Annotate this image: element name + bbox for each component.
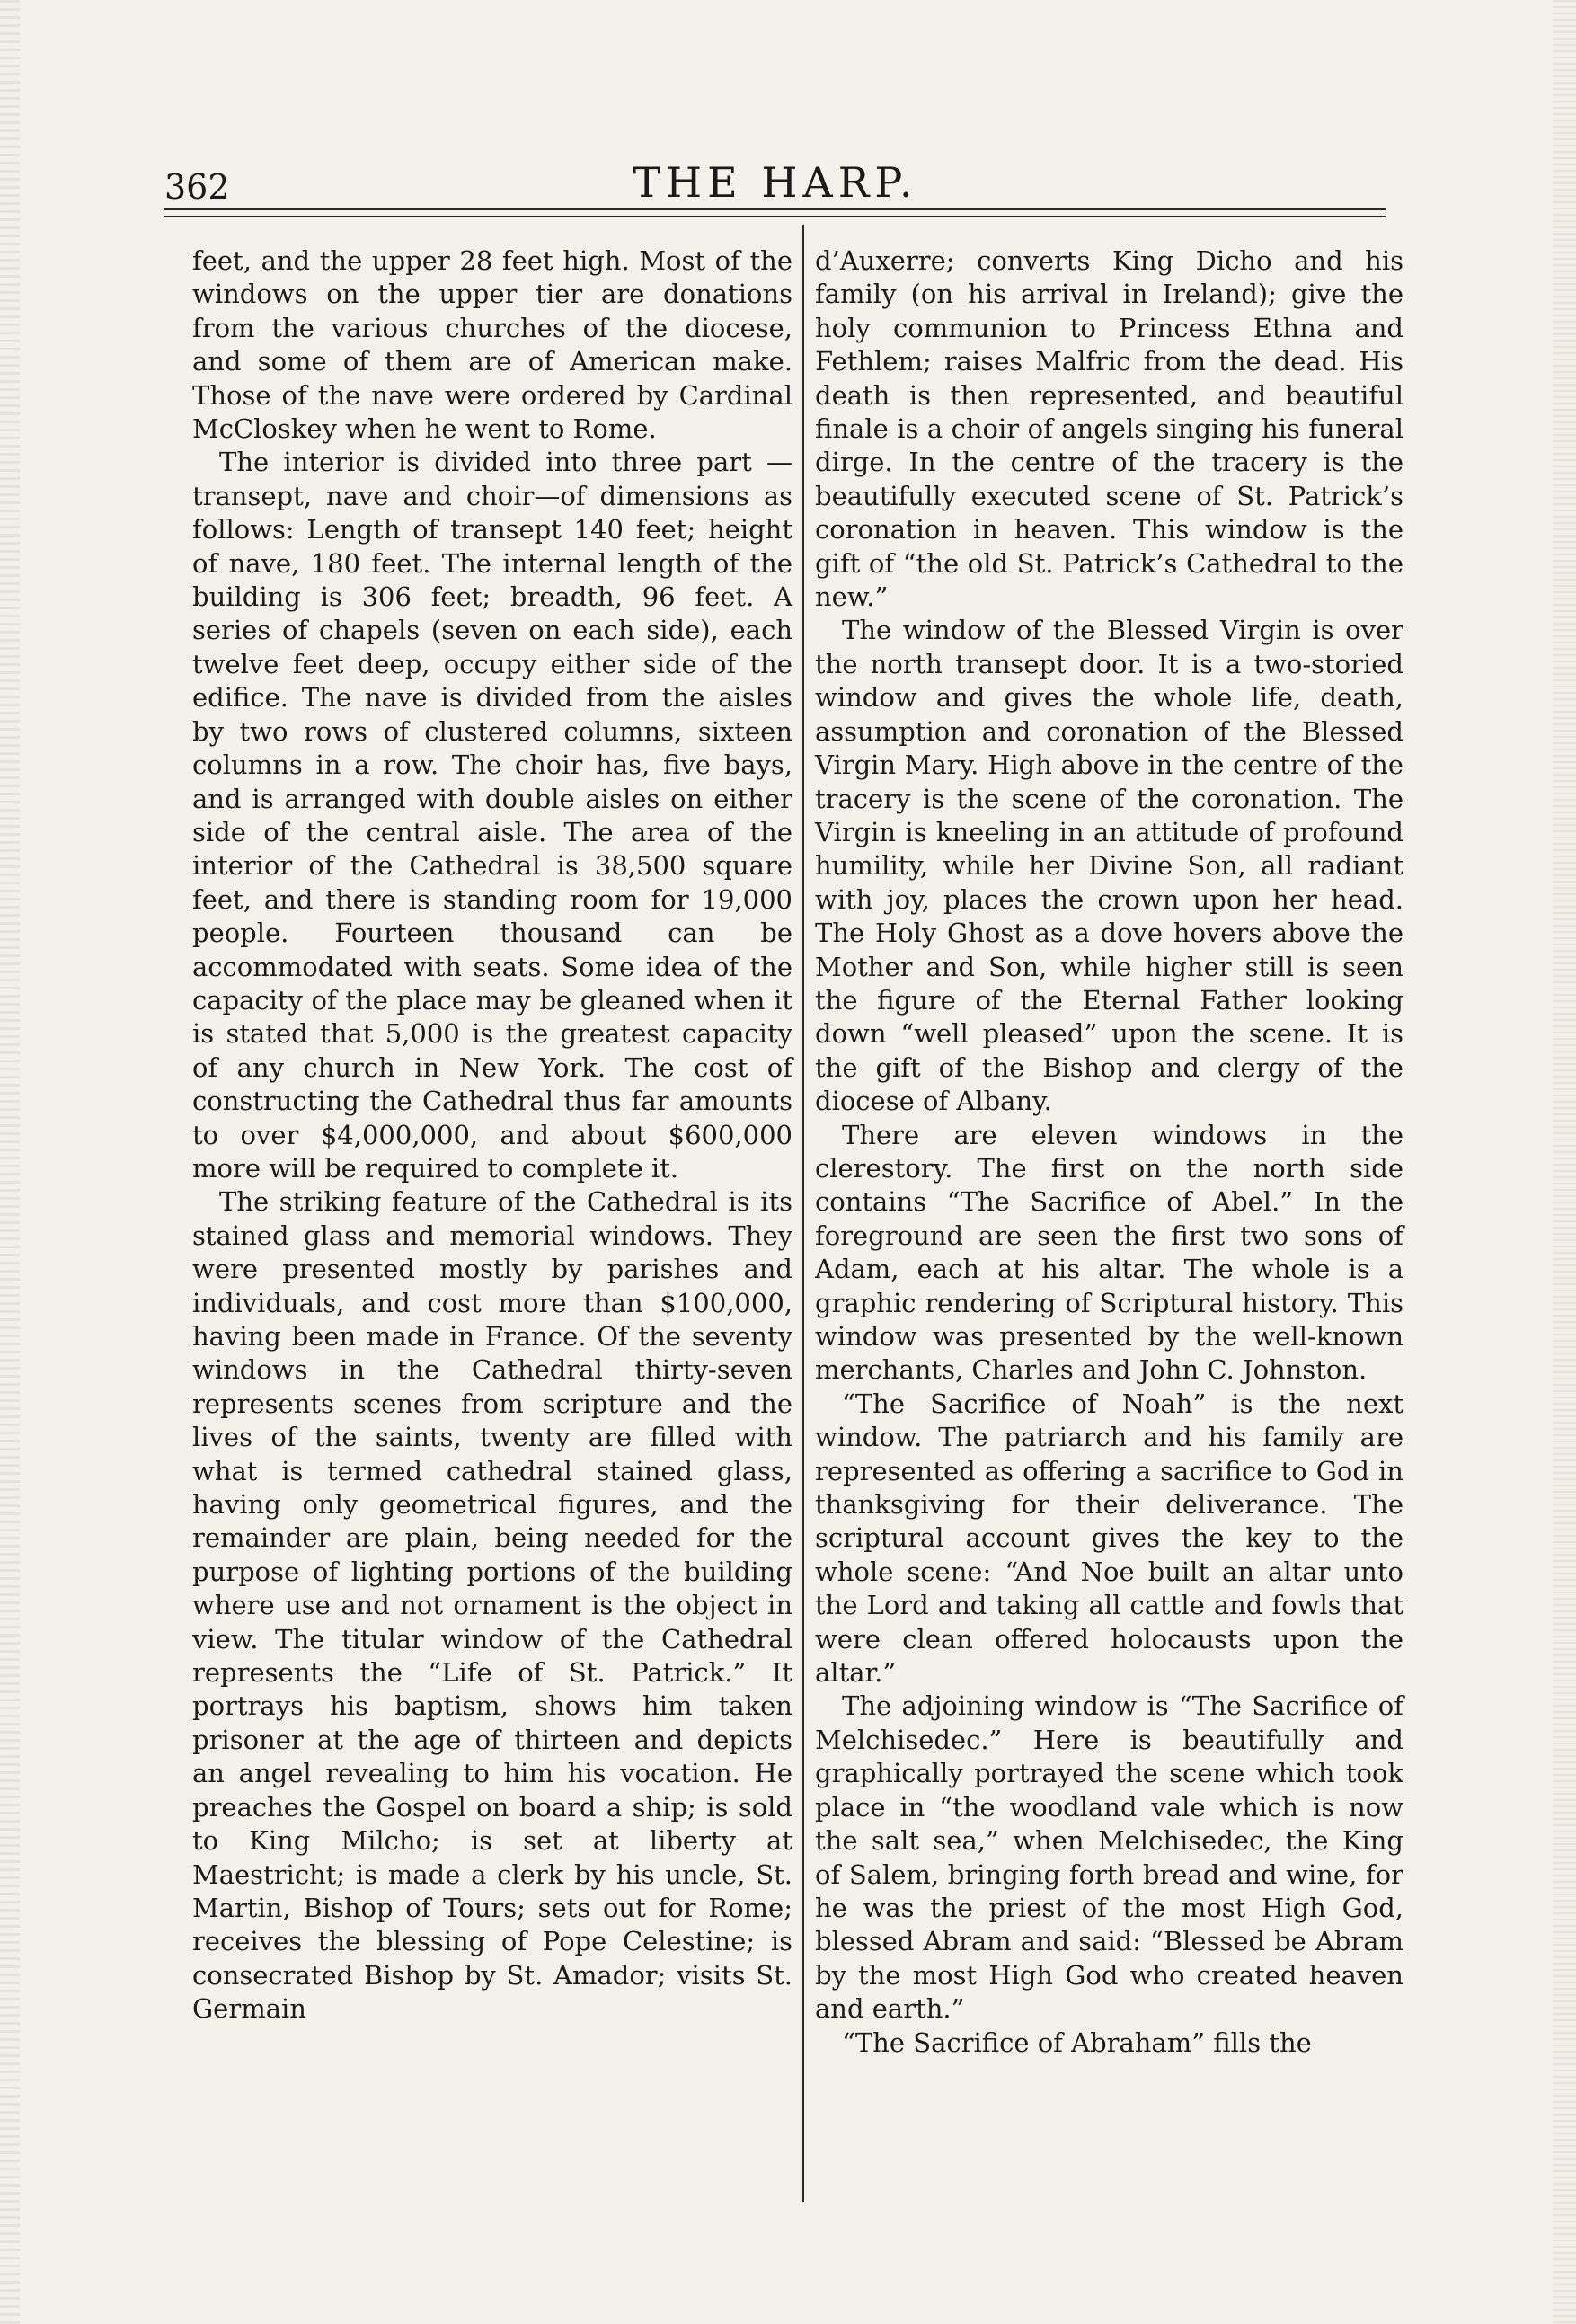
right-paragraph-5: The adjoining window is “The Sacrifice of Melchisedec.” Here is beautifully and graphically portrayed the scene which took place in “the woodland vale which is now the salt sea,” when Melchisedec, the King of Salem, bringing forth bread and wine, for he was the priest of the most High God, blessed Abram and said: “Blessed be Abram by the most High God who created heaven and earth.”: [815, 1690, 1403, 2025]
running-title: THE HARP.: [633, 158, 918, 207]
right-paragraph-1: d’Auxerre; converts King Dicho and his family (on his arrival in Ireland); give the holy communion to Princess Ethna and Fethlem; raises Malfric from the dead. His death is then represented, and beautiful finale is a choir of angels singing his funeral dirge. In the centre of the tracery is the beautifully executed scene of St. Patrick’s coronation in heaven. This window is the gift of “the old St. Patrick’s Cathedral to the new.”: [815, 245, 1403, 613]
left-paragraph-3: The striking feature of the Cathedral is its stained glass and memorial windows. They were presented mostly by parishes and individuals, and cost more than $100,000, having been made in France. Of the seventy windows in the Cathedral thirty-seven represents scenes from scripture and the lives of the saints, twenty are filled with what is termed cathedral stained glass, having only geometrical figures, and the remainder are plain, being needed for the purpose of lighting portions of the building where use and not ornament is the object in view. The titular window of the Cathedral represents the “Life of St. Patrick.” It portrays his baptism, shows him taken prisoner at the age of thirteen and depicts an angel revealing to him his vocation. He preaches the Gospel on board a ship; is sold to King Milcho; is set at liberty at Maestricht; is made a clerk by his uncle, St. Martin, Bishop of Tours; sets out for Rome; receives the blessing of Pope Celestine; is consecrated Bishop by St. Amador; visits St. Germain: [192, 1186, 792, 2025]
page-number: 362: [164, 167, 230, 207]
right-paragraph-6: “The Sacrifice of Abraham” fills the: [842, 2027, 1312, 2058]
right-column: [802, 244, 1403, 2060]
left-column: [192, 244, 792, 2027]
right-paragraph-3: There are eleven windows in the clerestory. The first on the north side contains “The Sacrifice of Abel.” In the foreground are seen the first two sons of Adam, each at his altar. The whole is a graphic rendering of Scriptural history. This window was presented by the well-known merchants, Charles and John C. Johnston.: [815, 1119, 1403, 1386]
header-rule-bottom: [164, 216, 1386, 217]
right-paragraph-4: “The Sacrifice of Noah” is the next window. The patriarch and his family are represented as offering a sacrifice to God in thanksgiving for their deliverance. The scriptural account gives the key to the whole scene: “And Noe built an altar unto the Lord and taking all cattle and fowls that were clean offered holocausts upon the altar.”: [815, 1388, 1403, 1689]
page-header: [164, 151, 1386, 214]
left-paragraph-1: feet, and the upper 28 feet high. Most of the windows on the upper tier are donations from the various churches of the diocese, and some of them are of American make. Those of the nave were ordered by Cardinal McCloskey when he went to Rome.: [192, 245, 792, 445]
right-paragraph-2: The window of the Blessed Virgin is over the north transept door. It is a two-storied window and gives the whole life, death, assumption and coronation of the Blessed Virgin Mary. High above in the centre of the tracery is the scene of the coronation. The Virgin is kneeling in an attitude of profound humility, while her Divine Son, all radiant with joy, places the crown upon her head. The Holy Ghost as a dove hovers above the Mother and Son, while higher still is seen the figure of the Eternal Father looking down “well pleased” upon the scene. It is the gift of the Bishop and clergy of the diocese of Albany.: [815, 615, 1403, 1117]
left-paragraph-2: The interior is divided into three part —transept, nave and choir—of dimensions as follows: Length of transept 140 feet; height of nave, 180 feet. The internal length of the building is 306 feet; breadth, 96 feet. A series of chapels (seven on each side), each twelve feet deep, occupy either side of the edifice. The nave is divided from the aisles by two rows of clustered columns, sixteen columns in a row. The choir has, five bays, and is arranged with double aisles on either side of the central aisle. The area of the interior of the Cathedral is 38,500 square feet, and there is standing room for 19,000 people. Fourteen thousand can be accommodated with seats. Some idea of the capacity of the place may be gleaned when it is stated that 5,000 is the greatest capacity of any church in New York. The cost of constructing the Cathedral thus far amounts to over $4,000,000, and about $600,000 more will be required to complete it.: [192, 447, 792, 1184]
page-edge-left: [0, 0, 20, 2324]
page-edge-right: [1553, 0, 1576, 2324]
header-rule-top: [164, 208, 1386, 210]
